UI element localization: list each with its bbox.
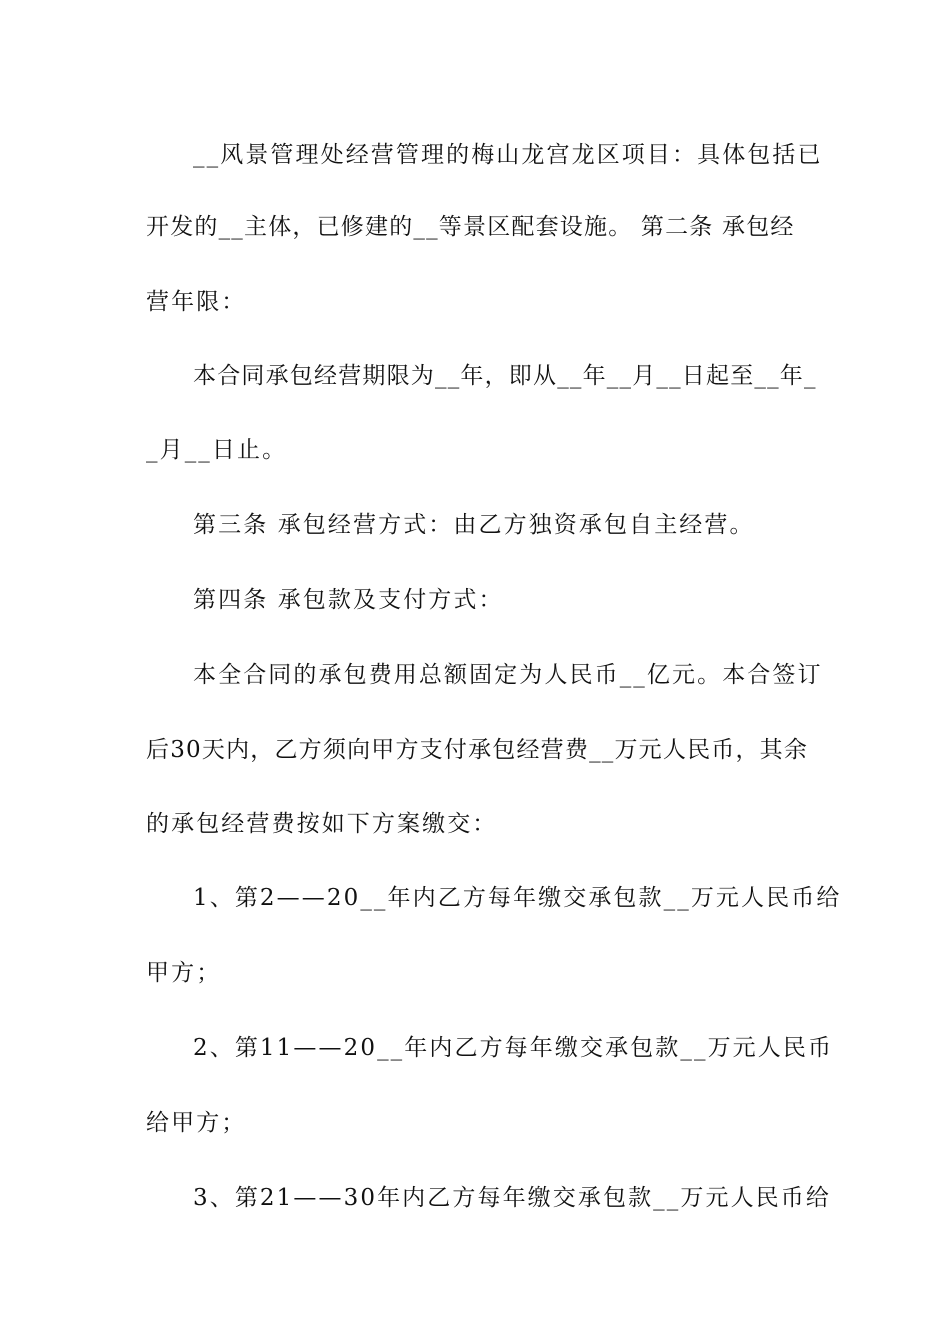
text-line: __风景管理处经营管理的梅山龙宫龙区项目：具体包括已: [193, 142, 823, 168]
text-line: _月__日止。: [146, 437, 288, 463]
text-line: 后30天内，乙方须向甲方支付承包经营费__万元人民币，其余: [146, 737, 809, 763]
text-line: 给甲方；: [146, 1110, 247, 1136]
text-line: 营年限：: [146, 289, 247, 315]
text-line: 1、第2——20__年内乙方每年缴交承包款__万元人民币给: [193, 885, 842, 911]
text-line: 3、第21——30年内乙方每年缴交承包款__万元人民币给: [193, 1185, 831, 1211]
text-line: 的承包经营费按如下方案缴交：: [146, 811, 498, 837]
text-line: 本全合同的承包费用总额固定为人民币__亿元。本合签订: [193, 662, 823, 688]
text-line: 第三条 承包经营方式：由乙方独资承包自主经营。: [193, 512, 755, 538]
text-line: 开发的__主体，已修建的__等景区配套设施。 第二条 承包经: [146, 214, 795, 240]
text-line: 第四条 承包款及支付方式：: [193, 587, 504, 613]
text-line: 本合同承包经营期限为__年，即从__年__月__日起至__年_: [193, 363, 817, 389]
text-line: 2、第11——20__年内乙方每年缴交承包款__万元人民币: [193, 1035, 834, 1061]
text-line: 甲方；: [146, 960, 222, 986]
